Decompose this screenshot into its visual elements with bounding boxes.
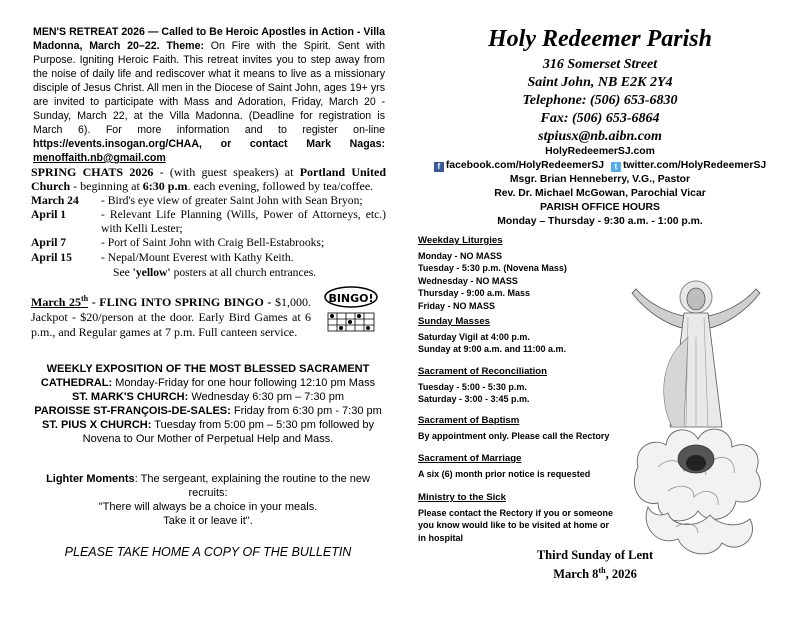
sunday-masses: Sunday Masses Saturday Vigil at 4:00 p.m. Sunday at 9:00 a.m. and 11:00 a.m.	[418, 316, 618, 356]
risen-christ-illustration	[628, 277, 766, 562]
exposition-title: WEEKLY EXPOSITION OF THE MOST BLESSED SACRAMENT	[46, 363, 370, 375]
lighter-label: Lighter Moments	[46, 473, 135, 485]
section-heading: Sacrament of Baptism	[418, 415, 520, 426]
office-hours: Monday – Thursday - 9:30 a.m. - 1:00 p.m.	[497, 216, 703, 227]
retreat-link[interactable]: https://events.insogan.org/CHAA, or contact Mark Nagas:	[33, 138, 385, 150]
retreat-theme-label: Theme:	[166, 40, 205, 52]
twitter-link[interactable]: twitter.com/HolyRedeemerSJ	[622, 160, 767, 171]
exposition-line: PAROISSE ST-FRANÇOIS-DE-SALES: Friday from 6:30 pm - 7:30 pm	[34, 405, 382, 417]
pastor: Msgr. Brian Henneberry, V.G., Pastor	[509, 174, 691, 185]
bingo-body: $1,000. Jackpot - $20/person at the door. Early Bird Games at 6 p.m., and Regular games at 7 p.m. Full canteen service.	[31, 295, 311, 339]
bingo-title: - FLING INTO SPRING BINGO -	[91, 295, 272, 309]
parish-website[interactable]: HolyRedeemerSJ.com	[545, 146, 655, 157]
spring-chats-time: 6:30 p.m	[142, 179, 188, 193]
social-links	[425, 160, 775, 172]
liturgical-day: Third Sunday of Lent	[536, 548, 654, 562]
spring-chats-venue: Portland United Church	[31, 165, 387, 193]
section-heading: Sacrament of Reconciliation	[418, 366, 548, 377]
parish-city: Saint John, NB E2K 2Y4	[527, 75, 673, 90]
chat-date: March 24	[31, 194, 79, 207]
vicar: Rev. Dr. Michael McGowan, Parochial Vicar	[494, 188, 706, 199]
parish-telephone: Telephone: (506) 653-6830	[522, 93, 678, 108]
twitter-icon: t	[611, 162, 621, 172]
parish-email[interactable]: stpiusx@nb.aibn.com	[538, 129, 662, 144]
lighter-moments: Lighter Moments: The sergeant, explaining the routine to the new recruits: "There will always be a choice in your meals. Take it or leave it".	[46, 473, 370, 527]
chat-date: April 15	[31, 251, 72, 264]
baptism: Sacrament of Baptism By appointment only. Please call the Rectory	[418, 415, 628, 442]
bingo-date: March 25th	[31, 294, 89, 309]
parish-fax: Fax: (506) 653-6864	[540, 111, 660, 126]
mens-retreat-notice	[33, 25, 385, 165]
retreat-heading: MEN'S RETREAT 2026 — Called to Be Heroic Apostles in Action - Villa Madonna, March 20–22.	[33, 26, 385, 52]
section-heading: Sunday Masses	[418, 316, 490, 327]
spring-chats-time-post: . each evening, followed by tea/coffee.	[187, 179, 374, 193]
posters-note: See 'yellow' posters at all church entrances.	[113, 266, 317, 279]
chat-text: - Port of Saint John with Craig Bell-Estabrooks;	[101, 236, 325, 249]
weekday-liturgies: Weekday Liturgies Monday - NO MASS Tuesday - 5:30 p.m. (Novena Mass) Wednesday - NO MASS Thursday - 9:00 a.m. Mass Friday - NO MASS	[418, 235, 618, 312]
chat-text: - Nepal/Mount Everest with Kathy Keith.	[101, 251, 294, 264]
retreat-body: On Fire with the Spirit. Sent with Purpose. Igniting Heroic Faith. This retreat invites you to step away from the noise of daily life and rediscover what it means to live as a missionary disciple of Jesus Christ. All men in the Diocese of Saint John, ages 19+ yrs are invited to participate with Mass and Adoration, Friday, March 20 - Sunday, March 22, at the Villa Madonna. (Deadline for registration is March 6). For more information and to register on-line	[33, 40, 385, 136]
reconciliation: Sacrament of Reconciliation Tuesday - 5:00 - 5:30 p.m. Saturday - 3:00 - 3:45 p.m.	[418, 366, 618, 406]
bingo-bubble-text: BINGO!	[328, 292, 374, 305]
exposition-line: CATHEDRAL: Monday-Friday for one hour following 12:10 pm Mass	[40, 377, 376, 389]
exposition-line: ST. PIUS X CHURCH: Tuesday from 5:00 pm – 5:30 pm followed by Novena to Our Mother of Perpetual Help and Mass.	[42, 419, 374, 445]
parish-street: 316 Somerset Street	[542, 57, 658, 72]
section-heading: Sacrament of Marriage	[418, 453, 522, 464]
spring-chats-intro: - (with guest speakers) at	[159, 165, 294, 179]
exposition-schedule	[30, 362, 386, 446]
ministry-to-sick: Ministry to the Sick Please contact the Rectory if you or someone you know would like to be visited at home or in hospital	[418, 492, 628, 544]
bulletin-date: March 8th, 2026	[553, 566, 637, 582]
take-home-notice: PLEASE TAKE HOME A COPY OF THE BULLETIN	[64, 545, 352, 559]
chat-text: - Bird's eye view of greater Saint John with Sean Bryon;	[101, 194, 363, 207]
facebook-icon: f	[434, 162, 444, 172]
facebook-link[interactable]: facebook.com/HolyRedeemerSJ	[445, 160, 605, 171]
chat-date: April 7	[31, 236, 67, 249]
spring-chats-title: SPRING CHATS 2026	[31, 165, 154, 179]
office-hours-title: PARISH OFFICE HOURS	[540, 202, 660, 213]
marriage: Sacrament of Marriage A six (6) month prior notice is requested	[418, 453, 628, 480]
spring-chats-time-pre: - beginning at	[73, 179, 140, 193]
bingo-illustration	[318, 285, 384, 333]
chat-text: - Relevant Life Planning (Wills, Power of Attorneys, etc.) with Kelli Lester;	[101, 208, 386, 235]
parish-name: Holy Redeemer Parish	[488, 26, 712, 52]
exposition-line: ST. MARK'S CHURCH: Wednesday 6:30 pm – 7:30 pm	[71, 391, 344, 403]
spring-chats-notice	[31, 165, 386, 281]
chat-date: April 1	[31, 208, 67, 221]
bingo-notice	[31, 291, 311, 340]
section-heading: Ministry to the Sick	[418, 492, 506, 503]
section-heading: Weekday Liturgies	[418, 235, 503, 246]
retreat-email[interactable]: menoffaith.nb@gmail.com	[33, 152, 166, 164]
